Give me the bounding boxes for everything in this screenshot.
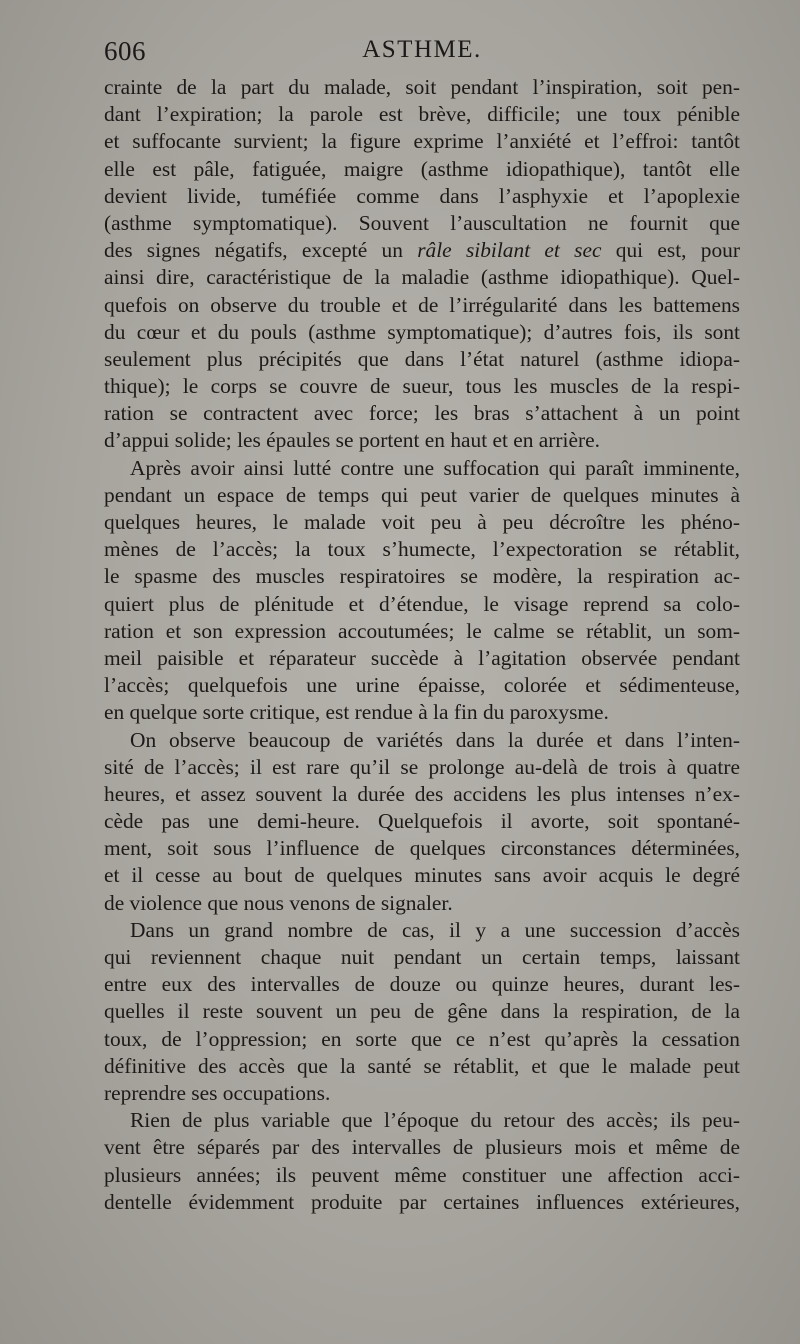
- text-line: crainte de la part du malade, soit pendant l’inspiration, soit pen-: [104, 75, 740, 99]
- paragraph: [104, 455, 740, 727]
- text-line: ration se contractent avec force; les bras s’attachent à un point: [104, 401, 740, 426]
- page-header: [104, 32, 740, 72]
- text-line: meil paisible et réparateur succède à l’agitation observée pendant: [104, 645, 740, 670]
- text-line: vent être séparés par des intervalles de plusieurs mois et même de: [104, 1135, 740, 1160]
- text-line: entre eux des intervalles de douze ou quinze heures, durant les-: [104, 972, 740, 997]
- text-line: cède pas une demi-heure. Quelquefois il avorte, soit spontané-: [104, 809, 740, 834]
- text-line: définitive des accès que la santé se rétablit, et que le malade peut: [104, 1053, 740, 1078]
- text-line: dant l’expiration; la parole est brève, difficile; une toux pénible: [104, 102, 740, 127]
- paragraph: [104, 1107, 740, 1216]
- text-line: ration et son expression accoutumées; le calme se rétablit, un som-: [104, 618, 740, 643]
- text-line: qui reviennent chaque nuit pendant un certain temps, laissant: [104, 945, 740, 969]
- page-number: 606: [104, 36, 146, 66]
- running-head: ASTHME.: [362, 36, 482, 63]
- text-line: Rien de plus variable que l’époque du retour des accès; ils peu-: [130, 1108, 740, 1133]
- text-line: sité de l’accès; il est rare qu’il se prolonge au-delà de trois à quatre: [104, 754, 740, 779]
- text-line: et il cesse au bout de quelques minutes sans avoir acquis le degré: [104, 863, 740, 888]
- text-line: et suffocante survient; la figure exprime l’anxiété et l’effroi: tantôt: [104, 129, 740, 154]
- text-line: dentelle évidemment produite par certaines influences extérieures,: [104, 1189, 740, 1214]
- text-line: ainsi dire, caractéristique de la maladie (asthme idiopathique). Quel-: [104, 265, 740, 290]
- text-line: quiert plus de plénitude et d’étendue, le visage reprend sa colo-: [104, 591, 740, 616]
- text-line: quelles il reste souvent un peu de gêne dans la respiration, de la: [104, 999, 740, 1024]
- body-text: [104, 74, 740, 1216]
- text-line: du cœur et du pouls (asthme symptomatique); d’autres fois, ils sont: [104, 319, 740, 344]
- text-line: reprendre ses occupations.: [104, 1080, 331, 1105]
- text-line: plusieurs années; ils peuvent même constituer une affection acci-: [104, 1162, 740, 1187]
- paragraph: [104, 74, 740, 455]
- text-line: en quelque sorte critique, est rendue à la fin du paroxysme.: [104, 700, 609, 725]
- text-line: mènes de l’accès; la toux s’humecte, l’expectoration se rétablit,: [104, 537, 740, 562]
- text-line: thique); le corps se couvre de sueur, tous les muscles de la respi-: [104, 374, 740, 399]
- text-line: l’accès; quelquefois une urine épaisse, colorée et sédimenteuse,: [104, 673, 740, 698]
- text-line: des signes négatifs, excepté un râle sibilant et sec qui est, pour: [104, 238, 740, 263]
- text-line: pendant un espace de temps qui peut varier de quelques minutes à: [104, 482, 740, 507]
- text-line: Après avoir ainsi lutté contre une suffocation qui paraît imminente,: [130, 455, 740, 480]
- text-line: ment, soit sous l’influence de quelques circonstances déterminées,: [104, 836, 740, 861]
- text-line: On observe beaucoup de variétés dans la durée et dans l’inten-: [130, 727, 740, 752]
- text-line: Dans un grand nombre de cas, il y a une succession d’accès: [130, 917, 740, 942]
- text-line: d’appui solide; les épaules se portent en haut et en arrière.: [104, 428, 600, 453]
- italic-term: râle sibilant et sec: [417, 238, 602, 263]
- text-line: devient livide, tuméfiée comme dans l’asphyxie et l’apoplexie: [104, 183, 740, 208]
- text-line: quefois on observe du trouble et de l’irrégularité dans les battemens: [104, 292, 740, 317]
- text-line: heures, et assez souvent la durée des accidens les plus intenses n’ex-: [104, 781, 740, 806]
- paragraph: [104, 917, 740, 1107]
- text-line: le spasme des muscles respiratoires se modère, la respiration ac-: [104, 564, 740, 589]
- paragraph: [104, 727, 740, 917]
- text-line: quelques heures, le malade voit peu à peu décroître les phéno-: [104, 510, 740, 534]
- text-line: toux, de l’oppression; en sorte que ce n’est qu’après la cessation: [104, 1026, 740, 1051]
- text-line: seulement plus précipités que dans l’état naturel (asthme idiopa-: [104, 346, 740, 371]
- text-line: de violence que nous venons de signaler.: [104, 890, 453, 915]
- text-line: (asthme symptomatique). Souvent l’auscultation ne fournit que: [104, 210, 740, 235]
- text-line: elle est pâle, fatiguée, maigre (asthme idiopathique), tantôt elle: [104, 156, 740, 181]
